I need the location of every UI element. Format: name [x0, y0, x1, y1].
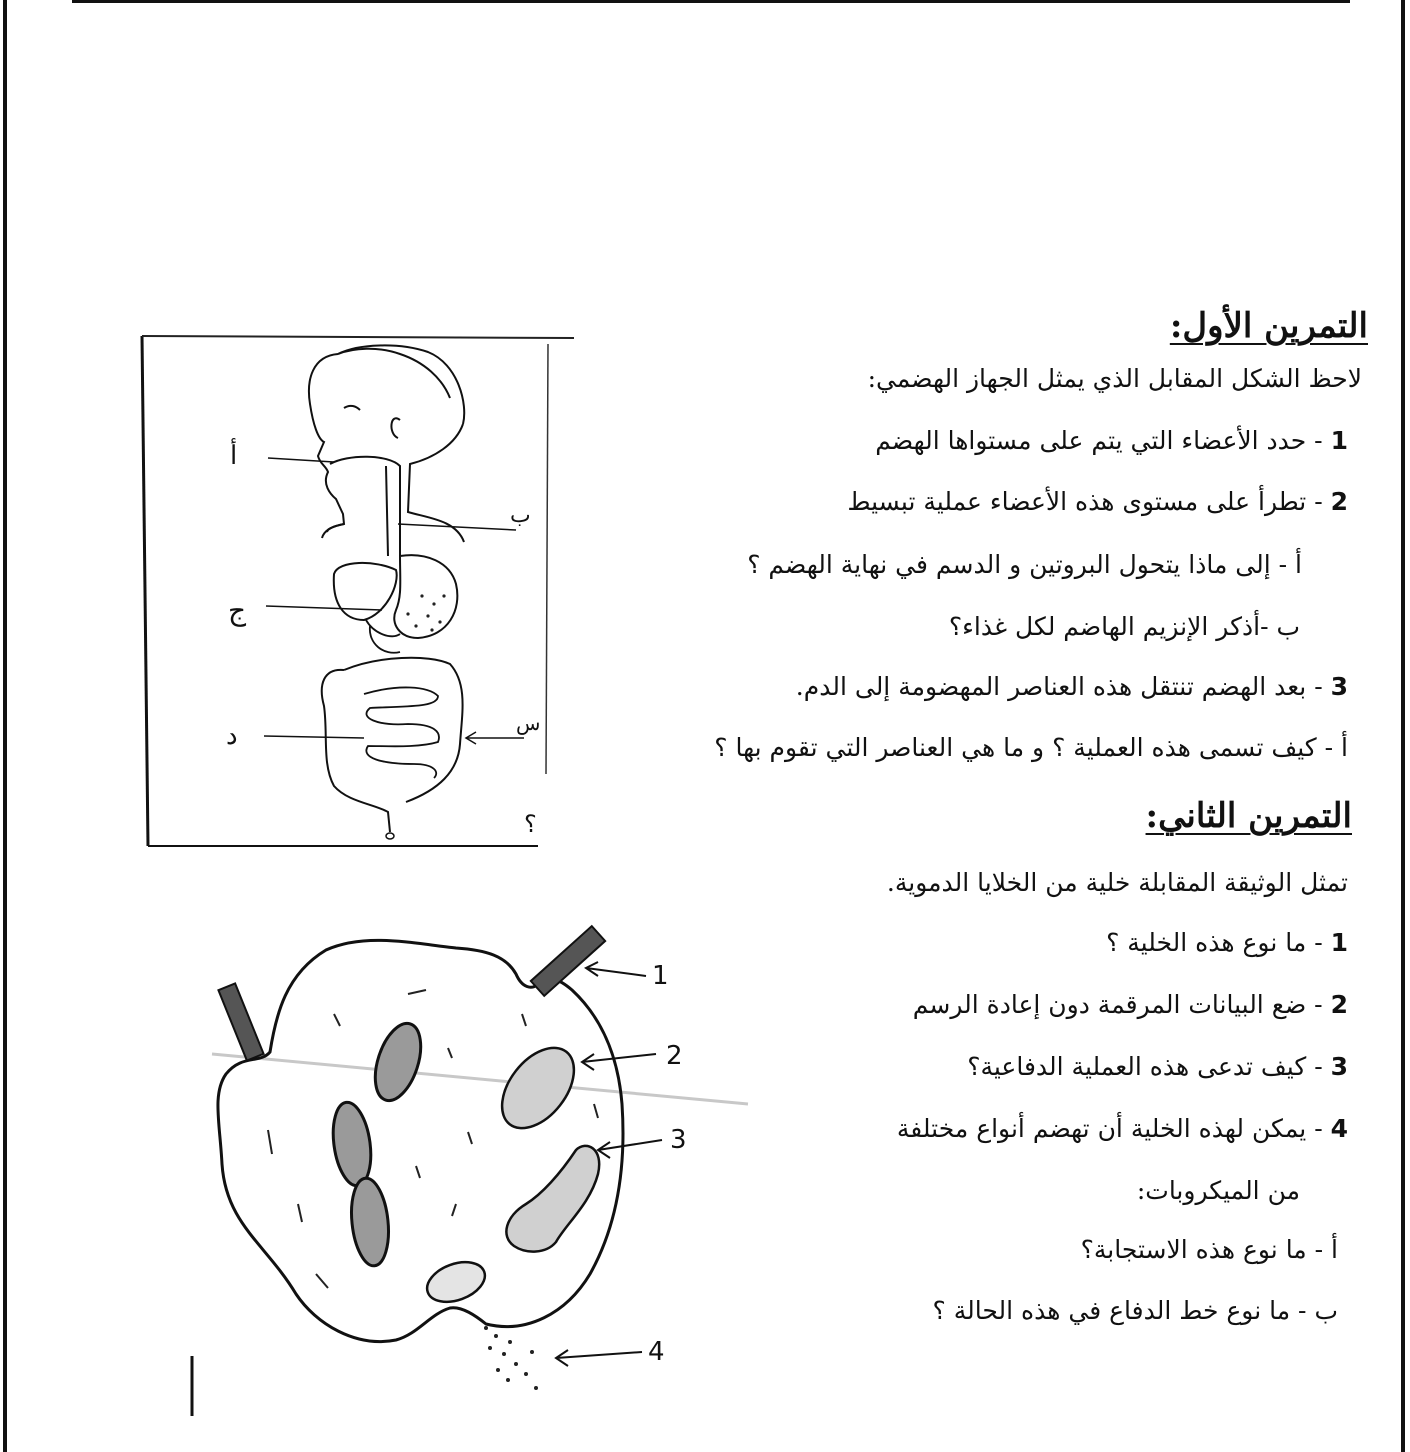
- expelled-debris: [484, 1326, 538, 1390]
- bacterium-entering-left: [218, 983, 263, 1060]
- pointer-line-a: [268, 458, 334, 462]
- question-number: 1: [1330, 928, 1348, 957]
- question-text: - حدد الأعضاء التي يتم على مستواها الهضم: [875, 426, 1323, 455]
- figure-frame-right: [546, 344, 548, 774]
- page-border-right: [1401, 0, 1405, 1452]
- label-s: س: [516, 711, 541, 735]
- arrow-2: [582, 1054, 656, 1070]
- small-intestine: [364, 687, 439, 778]
- stomach: [394, 555, 457, 638]
- digestive-system-figure: [138, 334, 578, 854]
- question-text: - يمكن لهذه الخلية أن تهضم أنواع مختلفة: [896, 1114, 1323, 1143]
- vacuole-3: [506, 1146, 599, 1252]
- label-a: أ: [230, 441, 238, 471]
- question-number: 3: [1330, 672, 1348, 701]
- pointer-line-b: [398, 524, 516, 530]
- question-text: - ضع البيانات المرقمة دون إعادة الرسم: [912, 990, 1323, 1019]
- nucleus-lobes: [328, 1018, 429, 1268]
- exercise2-question-1: [1106, 928, 1348, 957]
- large-intestine: [322, 658, 463, 832]
- label-2: 2: [666, 1041, 683, 1071]
- arrow-3: [598, 1140, 662, 1158]
- cell-membrane: [218, 940, 623, 1341]
- question-text: - كيف تدعى هذه العملية الدفاعية؟: [967, 1052, 1323, 1081]
- exercise2-question-4b: ب - ما نوع خط الدفاع في هذه الحالة ؟: [932, 1296, 1338, 1325]
- exercise1-question-2: [847, 487, 1348, 516]
- eye: [344, 406, 360, 410]
- exercise1-title: التمرين الأول:: [1169, 306, 1368, 346]
- phagocyte-figure: [186, 904, 756, 1424]
- exercise1-question-2a: أ - إلى ماذا يتحول البروتين و الدسم في نهاية الهضم ؟: [747, 550, 1302, 579]
- question-number: 2: [1330, 990, 1348, 1019]
- label-1: 1: [652, 961, 669, 991]
- question-text: - بعد الهضم تنتقل هذه العناصر المهضومة إلى الدم.: [795, 672, 1323, 701]
- exercise1-intro: لاحظ الشكل المقابل الذي يمثل الجهاز الهضمي:: [867, 364, 1362, 393]
- pointer-line-d: [264, 736, 364, 738]
- question-text: - ما نوع هذه الخلية ؟: [1106, 928, 1323, 957]
- label-3: 3: [670, 1125, 687, 1155]
- ear: [391, 418, 400, 438]
- shoulder-left: [322, 524, 344, 538]
- question-number: 3: [1330, 1052, 1348, 1081]
- label-j: ج: [228, 594, 247, 627]
- anus: [386, 833, 394, 839]
- exercise2-question-2: [913, 990, 1348, 1019]
- page-border-left: [3, 0, 7, 1452]
- exercise1-question-3: [796, 672, 1348, 701]
- liver: [334, 563, 397, 620]
- exercise1-question-3a: أ - كيف تسمى هذه العملية ؟ و ما هي العناصر التي تقوم بها ؟: [714, 733, 1348, 762]
- question-number: 1: [1330, 426, 1348, 455]
- hair: [338, 349, 450, 398]
- exercise1-question-2b: ب -أذكر الإنزيم الهاضم لكل غذاء؟: [948, 612, 1300, 641]
- exercise2-intro: تمثل الوثيقة المقابلة خلية من الخلايا الدموية.: [886, 868, 1348, 897]
- question-number: 2: [1330, 487, 1348, 516]
- label-4: 4: [648, 1337, 665, 1367]
- exercise2-question-4-continued: من الميكروبات:: [1136, 1176, 1300, 1205]
- exercise2-question-4a: أ - ما نوع هذه الاستجابة؟: [1080, 1235, 1338, 1264]
- page-border-top: [72, 0, 1350, 3]
- arrow-1: [586, 962, 646, 976]
- figure-frame-top: [142, 336, 574, 338]
- question-text: - تطرأ على مستوى هذه الأعضاء عملية تبسيط: [847, 487, 1323, 516]
- arrow-4: [556, 1350, 642, 1366]
- label-d: د: [226, 721, 238, 751]
- label-q: ؟: [524, 810, 537, 838]
- pointer-line-j: [266, 606, 382, 610]
- exercise1-question-1: [875, 426, 1348, 455]
- stomach-dots: [406, 594, 445, 631]
- vacuole-small: [422, 1255, 491, 1309]
- label-b: ب: [510, 503, 531, 528]
- exercise2-title: التمرين الثاني:: [1145, 796, 1352, 836]
- exercise2-question-3: [967, 1052, 1348, 1081]
- figure-frame-left: [142, 336, 148, 846]
- exercise2-question-4: [897, 1114, 1348, 1143]
- question-number: 4: [1330, 1114, 1348, 1143]
